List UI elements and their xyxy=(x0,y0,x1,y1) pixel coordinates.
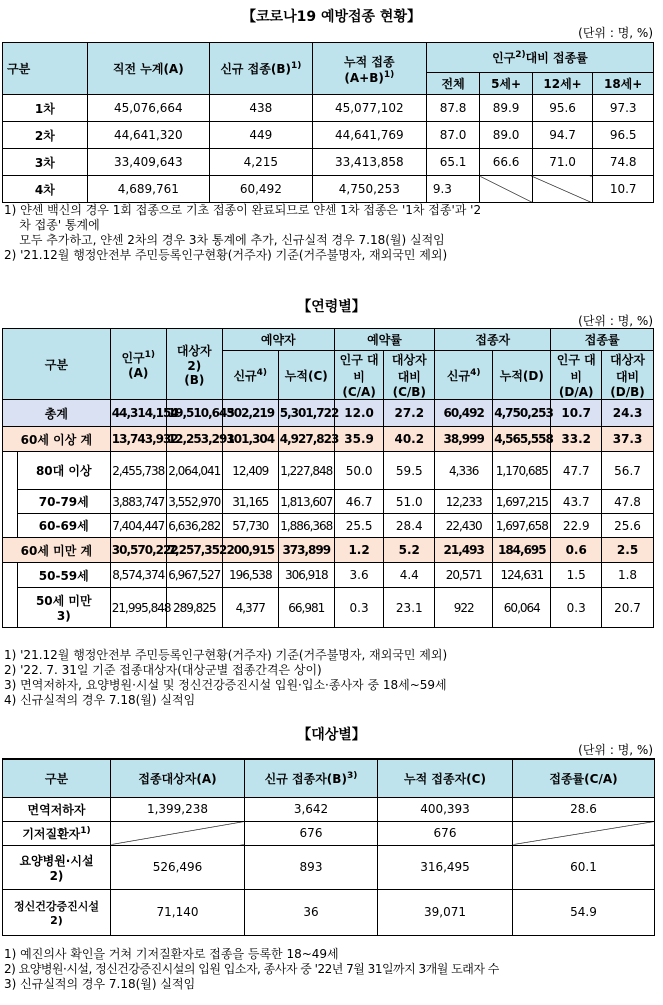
header-vcum: 누적(D) xyxy=(493,351,551,400)
header-cum: 누적 접종자(C) xyxy=(378,759,513,797)
section1-unit: (단위 : 명, %) xyxy=(578,26,653,40)
section2-unit: (단위 : 명, %) xyxy=(578,314,653,328)
section3-title: 【대상별】 xyxy=(297,727,366,743)
header-gubun: 구분 xyxy=(3,43,88,95)
header-vrate-tgt: 대상자 대비 (D/B) xyxy=(602,351,654,400)
header-rnew: 신규$^{4)}$ xyxy=(222,351,278,400)
header-18plus: 18세+ xyxy=(593,73,654,95)
header-target: 대상자 2) (B) xyxy=(166,329,222,400)
table-row: 80대 이상 2,455,738 2,064,041 12,409 1,227,848 50.0 59.5 4,336 1,170,685 47.7 56.7 xyxy=(3,452,654,490)
empty-cell-slash xyxy=(532,176,593,203)
table-row: 50세 미만 3) 21,995,848 289,825 4,377 66,981 0.3 23.1 922 60,064 0.3 20.7 xyxy=(3,588,654,628)
header-vacc-rate: 접종률 xyxy=(551,329,654,351)
header-all: 전체 xyxy=(426,73,479,95)
header-gubun: 구분 xyxy=(3,329,111,400)
age-group-table xyxy=(2,328,654,628)
header-rcum: 누적(C) xyxy=(278,351,334,400)
section2-notes: 1) '21.12월 행정안전부 주민등록인구현황(거주자) 기준(거주불명자, 재외국민 제외) 2) '22. 7. 31일 기준 접종대상자(대상군별 접종간격은 상이) 3) 면역저하자, 요양병원·시설 및 정신건강증진시설 입원·입소·종사자 중 18세~59세 4) 신규실적의 경우 7.18(월) 실적임 xyxy=(4,648,448,707)
table-row: 1차 45,076,664 438 45,077,102 87.8 89.9 95.6 97.3 xyxy=(3,95,654,122)
target-group-table xyxy=(2,758,655,936)
header-reserve: 예약자 xyxy=(222,329,334,351)
section3-notes: 1) 예진의사 확인을 거쳐 기저질환자로 접종을 등록한 18~49세 2) 요양병원·시설, 정신건강증진시설의 입원 입소자, 종사자 중 '22년 7월 31일까지 3개월 도래자 수 3) 신규실적의 경우 7.18(월) 실적임 xyxy=(4,947,499,991)
header-cum: 누적 접종 $(A+B)^{1)}$ xyxy=(312,43,426,95)
section2-title: 【연령별】 xyxy=(297,299,366,315)
table-row: 기저질환자$^{1)}$ 676 676 xyxy=(3,821,655,845)
section3-unit: (단위 : 명, %) xyxy=(578,743,653,757)
empty-cell-slash xyxy=(513,821,655,845)
header-pop: 인구$^{1)}$ (A) xyxy=(110,329,166,400)
section1-notes: 1) 얀센 백신의 경우 1회 접종으로 기초 접종이 완료되므로 얀센 1차 접종은 '1차 접종'과 '2 차 접종' 통계에 모두 추가하고, 얀센 2차의 경우 3차 통계에 추가, 신규실적 경우 7.18(월) 실적임 2) '21.12월 행정안전부 주민등록인구현황(거주자) 기준(거주불명자, 재외국민 제외) xyxy=(4,203,482,262)
header-new: 신규 접종$(B)^{1)}$ xyxy=(209,43,312,95)
table-row: 2차 44,641,320 449 44,641,769 87.0 89.0 94.7 96.5 xyxy=(3,122,654,149)
header-reserve-rate: 예약률 xyxy=(334,329,434,351)
table-row: 면역저하자 1,399,238 3,642 400,393 28.6 xyxy=(3,797,655,821)
table-row: 정신건강증진시설 2) 71,140 36 39,071 54.9 xyxy=(3,889,655,935)
table-row: 3차 33,409,643 4,215 33,413,858 65.1 66.6 71.0 74.8 xyxy=(3,149,654,176)
header-12plus: 12세+ xyxy=(532,73,593,95)
table-row: 60-69세 7,404,447 6,636,282 57,730 1,886,368 25.5 28.4 22,430 1,697,658 22.9 25.6 xyxy=(3,514,654,538)
vaccination-status-table xyxy=(2,42,654,203)
header-5plus: 5세+ xyxy=(480,73,532,95)
header-vrate-pop: 인구 대비 (D/A) xyxy=(551,351,602,400)
empty-cell-slash xyxy=(480,176,532,203)
table-row: 50-59세 8,574,374 6,967,527 196,538 306,918 3.6 4.4 20,571 124,631 1.5 1.8 xyxy=(3,563,654,588)
header-vnew: 신규$^{4)}$ xyxy=(435,351,493,400)
table-row-total: 총계 44,314,154 19,510,645 302,219 5,301,722 12.0 27.2 60,492 4,750,253 10.7 24.3 xyxy=(3,400,654,427)
table-row: 4차 4,689,761 60,492 4,750,253 9.3 10.7 xyxy=(3,176,654,203)
header-prev: 직전 누계(A) xyxy=(87,43,209,95)
header-rate: 인구$^{2)}$대비 접종률 xyxy=(426,43,653,73)
table-row: 70-79세 3,883,747 3,552,970 31,165 1,813,607 46.7 51.0 12,233 1,697,215 43.7 47.8 xyxy=(3,490,654,514)
header-rate: 접종률(C/A) xyxy=(513,759,655,797)
empty-cell-slash xyxy=(111,821,245,845)
header-target: 접종대상자(A) xyxy=(111,759,245,797)
header-gubun: 구분 xyxy=(3,759,111,797)
header-vacc: 접종자 xyxy=(435,329,551,351)
header-rrate-tgt: 대상자 대비 (C/B) xyxy=(384,351,435,400)
table-row-subtotal: 60세 미만 계 30,570,222 7,257,352 200,915 373,899 1.2 5.2 21,493 184,695 0.6 2.5 xyxy=(3,538,654,563)
section1-title: 【코로나19 예방접종 현황】 xyxy=(242,9,421,25)
table-row-subtotal: 60세 이상 계 13,743,932 12,253,293 101,304 4,927,823 35.9 40.2 38,999 4,565,558 33.2 37.3 xyxy=(3,427,654,452)
table-row: 요양병원·시설 2) 526,496 893 316,495 60.1 xyxy=(3,845,655,889)
header-rrate-pop: 인구 대비 (C/A) xyxy=(334,351,384,400)
header-new: 신규 접종자$(B)^{3)}$ xyxy=(245,759,378,797)
